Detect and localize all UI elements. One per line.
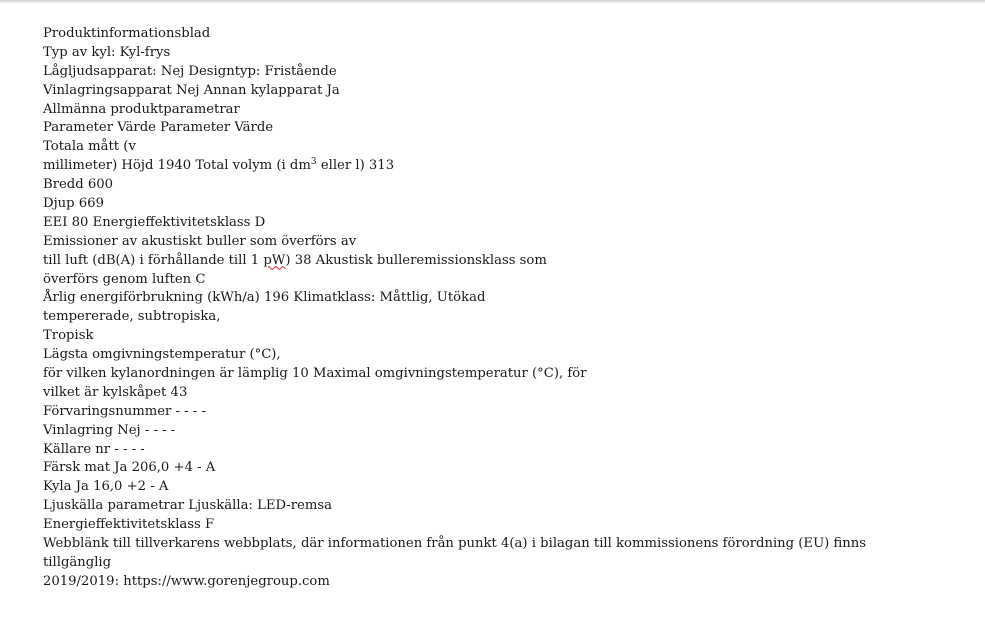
doc-line: Vinlagringsapparat Nej Annan kylapparat Ja: [43, 82, 340, 98]
top-shadow-divider: [0, 0, 985, 4]
doc-line: Bredd 600: [43, 177, 114, 193]
doc-text: till luft (dB(A) i förhållande till 1: [43, 252, 264, 268]
doc-line-url: 2019/2019: https://www.gorenjegroup.com: [43, 573, 330, 589]
doc-line: vilket är kylskåpet 43: [43, 384, 188, 400]
doc-line: Lägsta omgivningstemperatur (°C),: [43, 347, 281, 363]
doc-line: Kyla Ja 16,0 +2 - A: [43, 479, 169, 495]
doc-line-noise: [43, 252, 943, 271]
superscript-3: 3: [310, 157, 317, 168]
doc-text: millimeter) Höjd 1940 Total volym (i dm: [43, 158, 311, 174]
doc-line: EEI 80 Energieffektivitetsklass D: [43, 214, 266, 230]
doc-line: Årlig energiförbrukning (kWh/a) 196 Klimatklass: Måttlig, Utökad: [43, 290, 486, 306]
doc-line: Emissioner av akustiskt buller som överförs av: [43, 233, 357, 249]
doc-line: Färsk mat Ja 206,0 +4 - A: [43, 460, 216, 476]
doc-line-volume: [43, 157, 943, 176]
doc-line: Energieffektivitetsklass F: [43, 517, 215, 533]
doc-line: Allmänna produktparametrar: [43, 101, 240, 117]
doc-line: tempererade, subtropiska,: [43, 309, 221, 325]
doc-line: Vinlagring Nej - - - -: [43, 422, 176, 438]
spellcheck-flagged-word[interactable]: pW: [263, 252, 286, 268]
document-title: Produktinformationsblad: [43, 26, 211, 41]
doc-line: Djup 669: [43, 196, 104, 212]
doc-line: Lågljudsapparat: Nej Designtyp: Fristående: [43, 63, 337, 79]
doc-line: Tropisk: [43, 328, 94, 344]
doc-line: Ljuskälla parametrar Ljuskälla: LED-remsa: [43, 498, 332, 514]
doc-line: Källare nr - - - -: [43, 441, 145, 457]
doc-line: Parameter Värde Parameter Värde: [43, 120, 274, 136]
doc-line: Förvaringsnummer - - - -: [43, 403, 206, 419]
doc-line: tillgänglig: [43, 554, 112, 570]
doc-text: ) 38 Akustisk bulleremissionsklass som: [285, 252, 547, 268]
doc-line: Webblänk till tillverkarens webbplats, där informationen från punkt 4(a) i bilagan till kommissionens förordning (EU) finns: [43, 536, 867, 552]
doc-line: Totala mått (v: [43, 139, 136, 155]
document-body[interactable]: [43, 25, 943, 592]
doc-line: för vilken kylanordningen är lämplig 10 Maximal omgivningstemperatur (°C), för: [43, 366, 587, 382]
doc-line: Typ av kyl: Kyl-frys: [43, 44, 171, 60]
doc-text: eller l) 313: [316, 158, 395, 174]
doc-line: överförs genom luften C: [43, 271, 206, 287]
